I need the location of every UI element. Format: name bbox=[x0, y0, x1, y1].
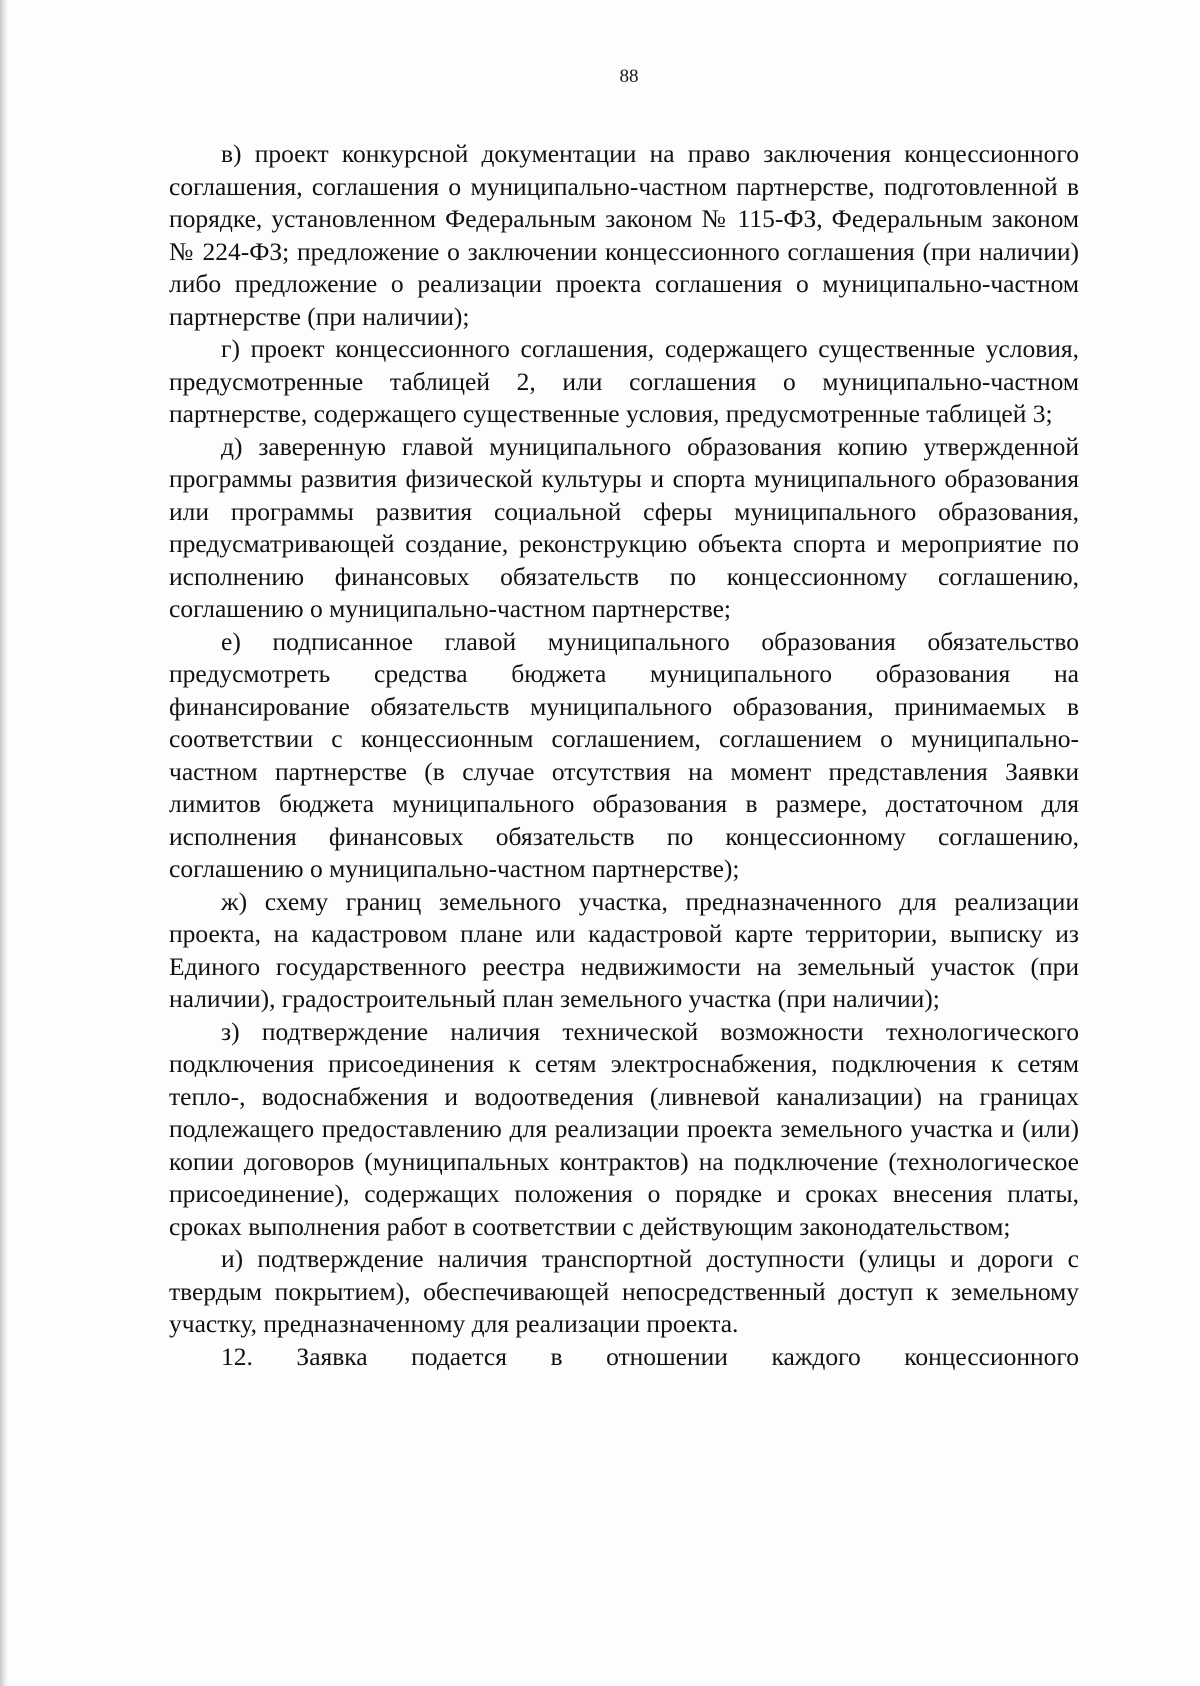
paragraph-e: е) подписанное главой муниципального образования обязательство предусмотреть средства бюджета муниципального образования на финансирование обязательств муниципального образования, принимаемых в соответствии с концессионным соглашением, соглашением о муниципально-частном партнерстве (в случае отсутствия на момент представления Заявки лимитов бюджета муниципального образования в размере, достаточном для исполнения финансовых обязательств по концессионному соглашению, соглашению о муниципально-частном партнерстве); bbox=[169, 626, 1079, 883]
paragraph-g: г) проект концессионного соглашения, содержащего существенные условия, предусмотренные таблицей 2, или соглашения о муниципально-частном партнерстве, содержащего существенные условия, предусмотренные таблицей 3; bbox=[169, 334, 1079, 428]
paragraph-i: и) подтверждение наличия транспортной доступности (улицы и дороги с твердым покрытием), обеспечивающей непосредственный доступ к земельному участку, предназначенному для реализации проекта. bbox=[169, 1244, 1079, 1338]
scan-edge bbox=[0, 0, 8, 1686]
paragraph-d: д) заверенную главой муниципального образования копию утвержденной программы развития физической культуры и спорта муниципального образования или программы развития социальной сферы муниципального образования, предусматривающей создание, реконструкцию объекта спорта и мероприятие по исполнению финансовых обязательств по концессионному соглашению, соглашению о муниципально-частном партнерстве; bbox=[169, 431, 1079, 623]
paragraph-zh: ж) схему границ земельного участка, предназначенного для реализации проекта, на кадастровом плане или кадастровой карте территории, выписку из Единого государственного реестра недвижимости на земельный участок (при наличии), градостроительный план земельного участка (при наличии); bbox=[169, 886, 1079, 1013]
paragraph-12: 12. Заявка подается в отношении каждого концессионного bbox=[221, 1341, 1079, 1371]
paragraph-v: в) проект конкурсной документации на право заключения концессионного соглашения, соглашения о муниципально-частном партнерстве, подготовленной в порядке, установленном Федеральным законом № 115-ФЗ, Федеральным законом № 224-ФЗ; предложение о заключении концессионного соглашения (при наличии) либо предложение о реализации проекта соглашения о муниципально-частном партнерстве (при наличии); bbox=[169, 139, 1079, 331]
paragraph-z: з) подтверждение наличия технической возможности технологического подключения присоединения к сетям электроснабжения, подключения к сетям тепло-, водоснабжения и водоотведения (ливневой канализации) на границах подлежащего предоставлению для реализации проекта земельного участка и (или) копии договоров (муниципальных контрактов) на подключение (технологическое присоединение), содержащих положения о порядке и сроках внесения платы, сроках выполнения работ в соответствии с действующим законодательством; bbox=[169, 1016, 1079, 1241]
page-number: 88 bbox=[619, 66, 639, 87]
document-body bbox=[169, 138, 1079, 1373]
